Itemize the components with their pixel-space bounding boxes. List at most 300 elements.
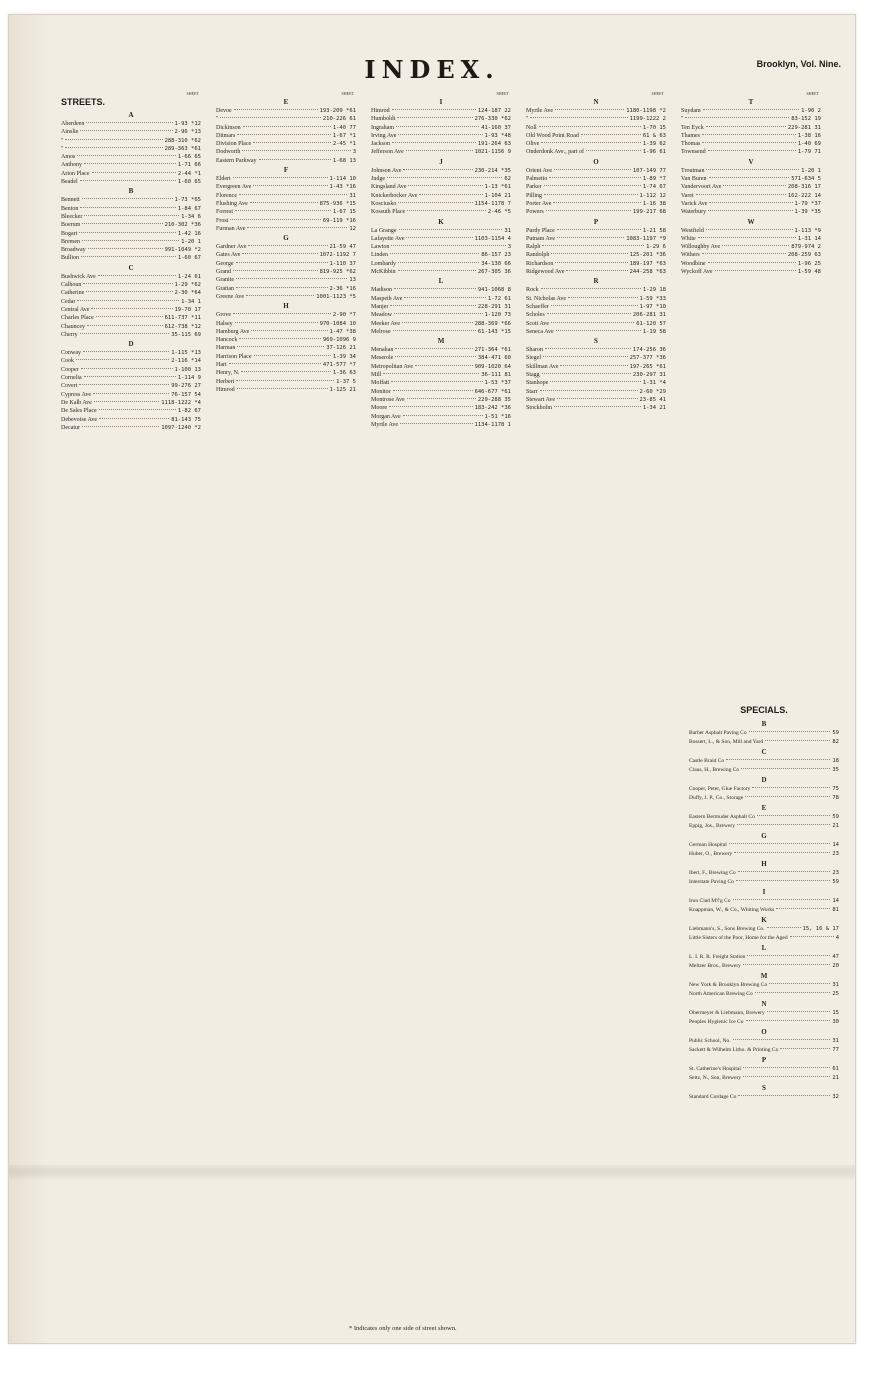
index-entry bbox=[61, 407, 201, 415]
leader-dots bbox=[391, 245, 505, 246]
leader-dots bbox=[236, 278, 347, 279]
street-name: Eastern Parkway bbox=[216, 157, 257, 164]
sheet-number: 14 bbox=[832, 842, 839, 848]
leader-dots bbox=[708, 210, 792, 211]
leader-dots bbox=[242, 150, 350, 151]
street-name: Cherry bbox=[61, 331, 78, 338]
leader-dots bbox=[220, 117, 320, 118]
sheet-number: 1-96 25 bbox=[797, 260, 821, 267]
section-letter: J bbox=[439, 157, 443, 166]
index-entry bbox=[61, 349, 201, 357]
street-name: Melrose bbox=[371, 328, 391, 335]
street-name: Calhoun bbox=[61, 282, 82, 289]
sheet-number: 18 bbox=[832, 758, 839, 764]
index-entry bbox=[371, 363, 511, 371]
sheet-number: 1-120 73 bbox=[484, 312, 511, 319]
leader-dots bbox=[395, 348, 472, 349]
leader-dots bbox=[383, 373, 479, 374]
leader-dots bbox=[743, 1076, 830, 1077]
leader-dots bbox=[541, 142, 640, 143]
section-letter: L bbox=[438, 277, 444, 286]
street-name: Liebmann's, S., Sons Brewing Co. bbox=[689, 926, 765, 932]
leader-dots bbox=[551, 305, 638, 306]
section-letter: N bbox=[761, 1000, 767, 1008]
street-name: Cedar bbox=[61, 298, 76, 305]
specials-section bbox=[689, 705, 839, 1102]
street-name: Thames bbox=[681, 132, 700, 139]
street-name: Ridgewood Ave bbox=[526, 269, 565, 276]
section-letter: O bbox=[593, 157, 599, 166]
sheet-number: 611-737 *11 bbox=[164, 315, 201, 322]
sheet-column-label: SHEET bbox=[186, 91, 199, 96]
sheet-number: 571-634 5 bbox=[791, 176, 821, 183]
street-name: Grand bbox=[216, 269, 231, 276]
street-name: Meeker Ave bbox=[371, 320, 401, 327]
leader-dots bbox=[706, 229, 793, 230]
index-entry bbox=[689, 1065, 839, 1074]
index-entry bbox=[689, 822, 839, 831]
index-entry bbox=[61, 238, 201, 246]
index-entry bbox=[526, 328, 666, 336]
street-name: Frost bbox=[216, 217, 229, 224]
index-entry bbox=[61, 178, 201, 186]
index-entry bbox=[689, 729, 839, 738]
leader-dots bbox=[737, 824, 830, 825]
sheet-number: 1-79 71 bbox=[797, 149, 821, 156]
leader-dots bbox=[237, 134, 330, 135]
street-name: Lawton bbox=[371, 244, 390, 251]
street-name: Cooper, Peter, Glue Factory bbox=[689, 786, 751, 792]
street-name: " bbox=[216, 116, 219, 123]
street-name: St. Catherine's Hospital bbox=[689, 1066, 741, 1072]
leader-dots bbox=[235, 210, 331, 211]
index-entry bbox=[689, 869, 839, 878]
index-entry bbox=[216, 107, 356, 115]
street-name: Monitor bbox=[371, 388, 391, 395]
index-entry bbox=[526, 200, 666, 208]
index-entry bbox=[526, 354, 666, 362]
sheet-number: 2-60 *29 bbox=[639, 388, 666, 395]
sheet-number: 1-73 *65 bbox=[174, 197, 201, 204]
index-entry bbox=[526, 260, 666, 268]
sheet-number: 1-67 15 bbox=[332, 209, 356, 216]
leader-dots bbox=[65, 139, 162, 140]
sheet-number: 1-39 *35 bbox=[794, 209, 821, 216]
street-name: Menahan bbox=[371, 347, 394, 354]
sheet-number: 1154-1178 7 bbox=[474, 200, 511, 207]
index-entry bbox=[371, 175, 511, 183]
index-entry bbox=[216, 293, 356, 301]
section-letter: L bbox=[761, 944, 767, 952]
street-name: Pilling bbox=[526, 192, 543, 199]
leader-dots bbox=[80, 333, 170, 334]
leader-dots bbox=[541, 288, 641, 289]
leader-dots bbox=[259, 159, 331, 160]
section-letter: S bbox=[762, 1084, 766, 1092]
index-entry bbox=[371, 421, 511, 429]
street-name: Bullion bbox=[61, 255, 80, 262]
street-name: Bremen bbox=[61, 238, 80, 245]
index-entry bbox=[526, 227, 666, 235]
leader-dots bbox=[398, 270, 476, 271]
leader-dots bbox=[556, 330, 641, 331]
street-name: Willoughby Ave bbox=[681, 244, 721, 251]
sheet-number: 1-90 2 bbox=[801, 108, 821, 114]
index-entry bbox=[689, 990, 839, 999]
index-entry bbox=[371, 320, 511, 328]
leader-dots bbox=[398, 134, 482, 135]
street-name: Evergreen Ave bbox=[216, 184, 252, 191]
sheet-number: 2-30 *64 bbox=[174, 290, 201, 297]
leader-dots bbox=[767, 927, 801, 928]
street-name: Jackson bbox=[371, 141, 390, 148]
street-name: Lafayette Ave bbox=[371, 235, 405, 242]
leader-dots bbox=[400, 423, 473, 424]
index-entry bbox=[526, 388, 666, 396]
index-entry bbox=[371, 167, 511, 175]
index-column bbox=[681, 91, 821, 276]
sheet-number: 208-259 63 bbox=[787, 252, 821, 259]
sheet-number: 2-90 *7 bbox=[332, 312, 356, 319]
street-name: Withers bbox=[681, 252, 700, 259]
street-name: Jefferson Ave bbox=[371, 149, 404, 156]
leader-dots bbox=[236, 287, 328, 288]
sheet-number: 13 bbox=[349, 277, 356, 284]
section-letter: S bbox=[594, 337, 598, 346]
street-name: Lombardy bbox=[371, 260, 396, 267]
leader-dots bbox=[94, 401, 159, 402]
index-entry bbox=[61, 128, 201, 136]
sheet-number: 1-47 *38 bbox=[329, 328, 356, 335]
sheet-number: 1-68 13 bbox=[332, 157, 356, 164]
street-name: Huber, O., Brewery bbox=[689, 851, 733, 857]
leader-dots bbox=[87, 325, 163, 326]
sheet-number: 471-577 *7 bbox=[322, 362, 356, 369]
sheet-number: 20 bbox=[832, 963, 839, 969]
street-name: Obermeyer & Liebmann, Brewery bbox=[689, 1010, 765, 1016]
sheet-number: 59 bbox=[832, 730, 839, 736]
sheet-number: 78 bbox=[832, 795, 839, 801]
index-column bbox=[371, 91, 511, 429]
sheet-number: 1-93 *48 bbox=[484, 132, 511, 139]
sheet-number: 1-43 *16 bbox=[329, 184, 356, 191]
sheet-number: 1-84 67 bbox=[177, 205, 201, 212]
index-entry bbox=[689, 1074, 839, 1083]
index-entry bbox=[689, 841, 839, 850]
street-name: Gardner Ave bbox=[216, 244, 247, 251]
street-name: Porter Ave bbox=[526, 200, 552, 207]
index-entry bbox=[371, 148, 511, 156]
index-entry bbox=[371, 107, 511, 115]
sheet-number: 23 bbox=[832, 851, 839, 857]
index-entry bbox=[526, 379, 666, 387]
street-name: Gates Ave bbox=[216, 252, 241, 259]
leader-dots bbox=[389, 406, 473, 407]
street-name: Covert bbox=[61, 383, 78, 390]
street-name: La Grange bbox=[371, 227, 397, 234]
index-entry bbox=[371, 235, 511, 243]
sheet-number: 23-85 41 bbox=[639, 396, 666, 403]
sheet-number: 30 bbox=[832, 1019, 839, 1025]
leader-dots bbox=[757, 815, 831, 816]
sheet-number: 612-738 *12 bbox=[164, 323, 201, 330]
sheet-number: 191-264 63 bbox=[477, 141, 511, 148]
index-entry bbox=[681, 200, 821, 208]
sheet-number: 23 bbox=[832, 870, 839, 876]
index-entry bbox=[371, 286, 511, 294]
leader-dots bbox=[555, 262, 627, 263]
index-entry bbox=[689, 953, 839, 962]
street-name: Rock bbox=[526, 287, 539, 294]
street-name: Varet bbox=[681, 192, 694, 199]
index-entry bbox=[61, 399, 201, 407]
sheet-number: 189-197 *63 bbox=[629, 260, 666, 267]
sheet-number: 1-110 37 bbox=[329, 260, 356, 267]
index-entry bbox=[216, 344, 356, 352]
section-letter: K bbox=[438, 217, 444, 226]
sheet-number: 1083-1197 *9 bbox=[626, 235, 666, 242]
index-entry bbox=[681, 251, 821, 259]
street-name: Cooper bbox=[61, 366, 79, 373]
index-entry bbox=[61, 424, 201, 432]
sheet-number: 819-925 *62 bbox=[319, 269, 356, 276]
index-page bbox=[8, 14, 856, 1344]
street-name: Ditmars bbox=[216, 132, 236, 139]
leader-dots bbox=[83, 351, 169, 352]
leader-dots bbox=[86, 122, 172, 123]
leader-dots bbox=[82, 240, 179, 241]
street-name: Charles Place bbox=[61, 315, 94, 322]
street-name: Johnson Ave bbox=[371, 167, 402, 174]
street-name: Starr bbox=[526, 388, 538, 395]
index-entry bbox=[526, 107, 666, 115]
leader-dots bbox=[398, 262, 479, 263]
sheet-number: 61-120 57 bbox=[636, 320, 666, 327]
street-name: Interstate Paving Co bbox=[689, 879, 734, 885]
street-name: Hamburg Ave bbox=[216, 328, 250, 335]
index-entry bbox=[689, 1009, 839, 1018]
sheet-number: 2-46 *5 bbox=[487, 209, 511, 216]
index-entry bbox=[216, 378, 356, 386]
index-entry bbox=[61, 254, 201, 262]
sheet-number: 1-21 58 bbox=[642, 227, 666, 234]
index-entry bbox=[689, 757, 839, 766]
index-entry bbox=[689, 766, 839, 775]
street-name: Bleecker bbox=[61, 213, 83, 220]
leader-dots bbox=[746, 1020, 831, 1021]
index-entry bbox=[689, 794, 839, 803]
sheet-number: 34-130 66 bbox=[481, 260, 511, 267]
street-name: Claus, H., Brewing Co bbox=[689, 767, 740, 773]
sheet-number: 31 bbox=[832, 1038, 839, 1044]
sheet-number: 81-143 75 bbox=[171, 416, 201, 423]
sheet-number: 162-222 14 bbox=[787, 192, 821, 199]
leader-dots bbox=[747, 955, 830, 956]
sheet-number: 941-1068 8 bbox=[477, 287, 511, 294]
street-name: Benton bbox=[61, 205, 79, 212]
sheet-number: 1-74 67 bbox=[642, 184, 666, 191]
leader-dots bbox=[749, 731, 831, 732]
street-name: Central Ave bbox=[61, 306, 90, 313]
sheet-number: 83-152 19 bbox=[791, 116, 821, 123]
leader-dots bbox=[81, 368, 173, 369]
leader-dots bbox=[557, 229, 641, 230]
index-entry bbox=[216, 208, 356, 216]
leader-dots bbox=[88, 248, 163, 249]
leader-dots bbox=[698, 237, 796, 238]
sheet-number: 31 bbox=[504, 227, 511, 234]
street-name: Dickinson bbox=[216, 124, 241, 131]
street-name: " bbox=[61, 145, 64, 152]
sheet-number: 1-79 *37 bbox=[794, 200, 821, 207]
sheet-number: 1-60 67 bbox=[177, 255, 201, 262]
index-entry bbox=[526, 167, 666, 175]
sheet-number: 31 bbox=[349, 192, 356, 199]
leader-dots bbox=[243, 126, 331, 127]
leader-dots bbox=[394, 313, 483, 314]
street-name: Meltzer Bros., Brewery bbox=[689, 963, 741, 969]
leader-dots bbox=[776, 908, 830, 909]
street-name: Kingsland Ave bbox=[371, 184, 407, 191]
sheet-number: 47 bbox=[832, 954, 839, 960]
index-entry bbox=[61, 382, 201, 390]
sheet-number: 1-34 6 bbox=[181, 213, 201, 220]
index-entry bbox=[689, 1046, 839, 1055]
index-entry bbox=[681, 192, 821, 200]
sheet-number: 244-258 *63 bbox=[629, 269, 666, 276]
index-entry bbox=[216, 225, 356, 233]
index-entry bbox=[61, 161, 201, 169]
sheet-number: 183-242 *36 bbox=[474, 405, 511, 412]
leader-dots bbox=[398, 202, 472, 203]
street-name: German Hospital bbox=[689, 842, 727, 848]
index-entry bbox=[689, 738, 839, 747]
section-letter: I bbox=[439, 98, 443, 106]
sheet-number: 1-13 *61 bbox=[484, 184, 511, 191]
index-entry bbox=[681, 208, 821, 216]
sheet-number: 1001-1123 *5 bbox=[316, 293, 356, 300]
sheet-number: 1-89 *7 bbox=[642, 176, 666, 183]
sheet-number: 61 & 63 bbox=[642, 132, 666, 139]
leader-dots bbox=[80, 130, 172, 131]
section-letter: D bbox=[761, 776, 767, 784]
section-letter: B bbox=[128, 187, 134, 196]
sheet-column-label: SHEET bbox=[651, 91, 664, 96]
leader-dots bbox=[736, 880, 830, 881]
sheet-number: 2-44 *1 bbox=[177, 170, 201, 177]
sheet-number: 271-364 *61 bbox=[474, 347, 511, 354]
street-name: Halsey bbox=[216, 320, 233, 327]
index-entry bbox=[681, 124, 821, 132]
index-entry bbox=[526, 396, 666, 404]
leader-dots bbox=[91, 308, 172, 309]
sheet-number: 1-70 15 bbox=[642, 124, 666, 131]
street-name: Skillman Ave bbox=[526, 363, 559, 370]
leader-dots bbox=[539, 126, 641, 127]
sheet-column-label: SHEET bbox=[341, 91, 354, 96]
street-name: Myrtle Ave bbox=[526, 108, 554, 114]
index-column bbox=[61, 91, 201, 432]
index-entry bbox=[689, 785, 839, 794]
street-name: Irving Ave bbox=[371, 132, 397, 139]
index-entry bbox=[689, 934, 839, 943]
index-entry bbox=[371, 251, 511, 259]
street-name: Iron Clad M'f'g Co bbox=[689, 898, 731, 904]
street-name: Granite bbox=[216, 277, 234, 284]
street-name: Siegel bbox=[526, 355, 541, 362]
leader-dots bbox=[76, 359, 169, 360]
index-entry bbox=[689, 813, 839, 822]
index-entry bbox=[371, 140, 511, 148]
leader-dots bbox=[392, 142, 476, 143]
street-name: Standard Cordage Co bbox=[689, 1094, 737, 1100]
index-entry bbox=[681, 107, 821, 115]
street-name: Stanhope bbox=[526, 380, 549, 387]
sheet-number: 1-113 *9 bbox=[794, 227, 821, 234]
index-entry bbox=[216, 183, 356, 191]
section-letter: T bbox=[748, 98, 754, 106]
street-name: Thomas bbox=[681, 141, 701, 148]
index-entry bbox=[61, 416, 201, 424]
sheet-number: 21-59 47 bbox=[329, 244, 356, 251]
leader-dots bbox=[554, 169, 631, 170]
index-entry bbox=[681, 227, 821, 235]
street-name: Purdy Place bbox=[526, 227, 555, 234]
street-name: Ralph bbox=[526, 244, 541, 251]
street-name: Judge bbox=[371, 176, 385, 183]
leader-dots bbox=[239, 194, 347, 195]
index-entry bbox=[61, 273, 201, 281]
index-entry bbox=[526, 235, 666, 243]
sheet-number: 81 bbox=[832, 907, 839, 913]
index-entry bbox=[61, 137, 201, 145]
index-entry bbox=[216, 175, 356, 183]
street-name: " bbox=[61, 137, 64, 144]
index-entry bbox=[216, 285, 356, 293]
index-entry bbox=[681, 268, 821, 276]
sheet-number: 229-288 35 bbox=[477, 396, 511, 403]
sheet-number: 2-36 *16 bbox=[329, 285, 356, 292]
sheet-number: 875-936 *15 bbox=[319, 200, 356, 207]
sheet-number: 1-53 *37 bbox=[484, 380, 511, 387]
leader-dots bbox=[387, 177, 502, 178]
street-name: Schaeffer bbox=[526, 303, 549, 310]
street-name: Cypress Ave bbox=[61, 391, 92, 398]
street-name: Cook bbox=[61, 358, 75, 365]
index-entry bbox=[61, 391, 201, 399]
sheet-number: 1134-1178 1 bbox=[474, 421, 511, 428]
street-name: Beadel bbox=[61, 179, 78, 186]
street-name: Florence bbox=[216, 192, 237, 199]
leader-dots bbox=[79, 384, 169, 385]
leader-dots bbox=[709, 202, 792, 203]
footnote: * Indicates only one side of street shown. bbox=[349, 1325, 457, 1332]
street-name: Palmetto bbox=[526, 176, 548, 183]
street-name: Westfield bbox=[681, 227, 704, 234]
section-letter: O bbox=[761, 1028, 767, 1036]
section-letter: G bbox=[283, 234, 289, 243]
street-name: Aberdeen bbox=[61, 121, 85, 127]
index-entry bbox=[216, 217, 356, 225]
sheet-number: 1-97 *10 bbox=[639, 303, 666, 310]
leader-dots bbox=[702, 142, 795, 143]
street-name: Townsend bbox=[681, 149, 706, 156]
section-letter: R bbox=[593, 277, 599, 286]
sheet-number: 1-39 62 bbox=[642, 141, 666, 148]
street-name: George bbox=[216, 260, 234, 267]
index-entry bbox=[526, 268, 666, 276]
sheet-number: 15 bbox=[832, 1010, 839, 1016]
